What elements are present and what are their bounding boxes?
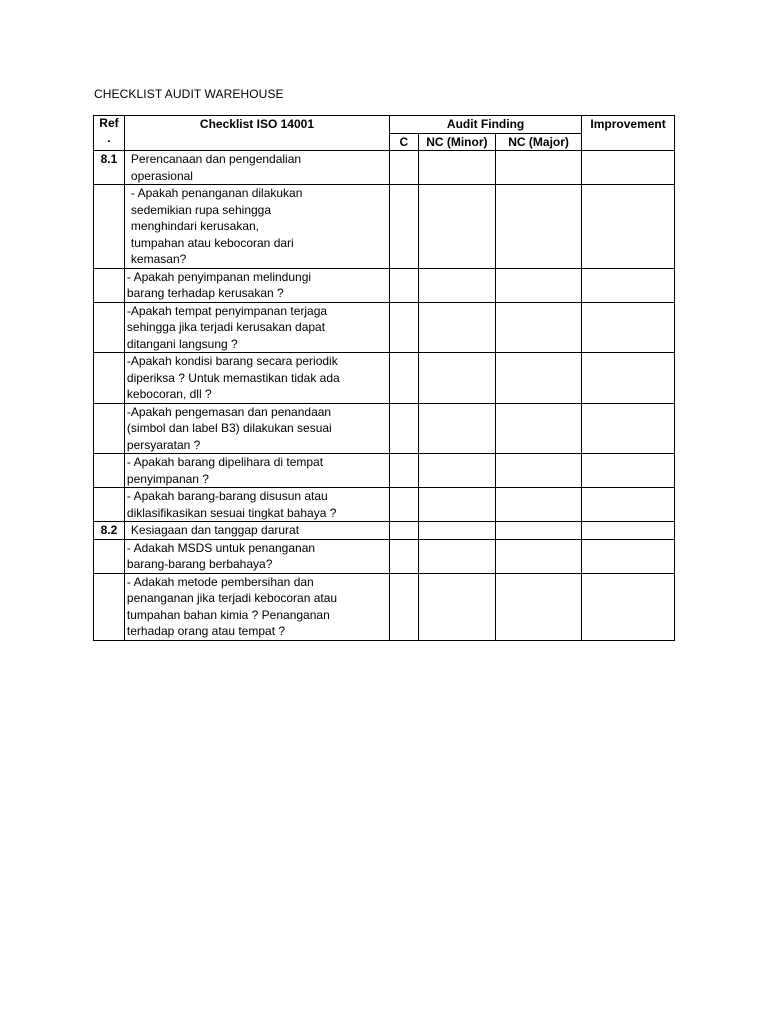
cell-c[interactable] — [390, 539, 419, 573]
cell-c[interactable] — [390, 151, 419, 185]
row-ref: 8.2 — [94, 522, 125, 540]
row-checklist-item: - Adakah MSDS untuk penanganan barang-barang berbahaya? — [124, 539, 389, 573]
document-title: CHECKLIST AUDIT WAREHOUSE — [94, 87, 284, 101]
row-checklist-item: Kesiagaan dan tanggap darurat — [124, 522, 389, 540]
cell-nc-minor[interactable] — [418, 573, 495, 640]
cell-c[interactable] — [390, 302, 419, 353]
cell-nc-minor[interactable] — [418, 522, 495, 540]
row-checklist-item: -Apakah kondisi barang secara periodik diperiksa ? Untuk memastikan tidak ada kebocoran, dll ? — [124, 353, 389, 404]
cell-improvement[interactable] — [582, 522, 675, 540]
cell-nc-minor[interactable] — [418, 185, 495, 269]
cell-c[interactable] — [390, 268, 419, 302]
cell-nc-major[interactable] — [496, 522, 582, 540]
cell-nc-major[interactable] — [496, 185, 582, 269]
cell-nc-minor[interactable] — [418, 151, 495, 185]
cell-nc-minor[interactable] — [418, 403, 495, 454]
table-row — [94, 522, 675, 540]
header-audit-finding: Audit Finding — [390, 116, 582, 134]
table-row — [94, 185, 675, 269]
cell-improvement[interactable] — [582, 403, 675, 454]
cell-c[interactable] — [390, 185, 419, 269]
header-c: C — [390, 133, 419, 151]
header-nc-minor: NC (Minor) — [418, 133, 495, 151]
cell-improvement[interactable] — [582, 302, 675, 353]
cell-improvement[interactable] — [582, 185, 675, 269]
cell-nc-minor[interactable] — [418, 353, 495, 404]
table-row — [94, 268, 675, 302]
cell-c[interactable] — [390, 573, 419, 640]
cell-improvement[interactable] — [582, 488, 675, 522]
row-ref — [94, 185, 125, 269]
cell-nc-minor[interactable] — [418, 454, 495, 488]
cell-nc-minor[interactable] — [418, 488, 495, 522]
cell-nc-major[interactable] — [496, 151, 582, 185]
header-improvement: Improvement — [582, 116, 675, 151]
table-row — [94, 573, 675, 640]
row-ref — [94, 268, 125, 302]
cell-nc-major[interactable] — [496, 403, 582, 454]
row-checklist-item: -Apakah tempat penyimpanan terjaga sehingga jika terjadi kerusakan dapat ditangani langsung ? — [124, 302, 389, 353]
table-row — [94, 403, 675, 454]
row-ref — [94, 488, 125, 522]
row-checklist-item: - Apakah penanganan dilakukan sedemikian rupa sehingga menghindari kerusakan, tumpahan atau kebocoran dari kemasan? — [124, 185, 389, 269]
cell-nc-major[interactable] — [496, 454, 582, 488]
cell-improvement[interactable] — [582, 268, 675, 302]
cell-nc-major[interactable] — [496, 573, 582, 640]
table-row — [94, 302, 675, 353]
table-row — [94, 151, 675, 185]
row-ref: 8.1 — [94, 151, 125, 185]
cell-nc-minor[interactable] — [418, 302, 495, 353]
row-checklist-item: - Apakah penyimpanan melindungi barang terhadap kerusakan ? — [124, 268, 389, 302]
header-checklist: Checklist ISO 14001 — [124, 116, 389, 151]
row-ref — [94, 454, 125, 488]
row-ref — [94, 403, 125, 454]
table-row — [94, 454, 675, 488]
table-row — [94, 353, 675, 404]
cell-nc-minor[interactable] — [418, 268, 495, 302]
audit-checklist-table — [93, 115, 675, 641]
row-checklist-item: - Apakah barang-barang disusun atau diklasifikasikan sesuai tingkat bahaya ? — [124, 488, 389, 522]
cell-c[interactable] — [390, 488, 419, 522]
cell-improvement[interactable] — [582, 454, 675, 488]
cell-nc-major[interactable] — [496, 539, 582, 573]
row-ref — [94, 302, 125, 353]
row-checklist-item: -Apakah pengemasan dan penandaan (simbol dan label B3) dilakukan sesuai persyaratan ? — [124, 403, 389, 454]
row-checklist-item: Perencanaan dan pengendalian operasional — [124, 151, 389, 185]
row-checklist-item: - Adakah metode pembersihan dan penanganan jika terjadi kebocoran atau tumpahan bahan kimia ? Penanganan terhadap orang atau tempat ? — [124, 573, 389, 640]
cell-nc-major[interactable] — [496, 488, 582, 522]
cell-nc-minor[interactable] — [418, 539, 495, 573]
cell-improvement[interactable] — [582, 353, 675, 404]
header-nc-major: NC (Major) — [496, 133, 582, 151]
cell-improvement[interactable] — [582, 539, 675, 573]
table-row — [94, 488, 675, 522]
header-ref: Ref . — [94, 116, 125, 151]
cell-improvement[interactable] — [582, 151, 675, 185]
cell-c[interactable] — [390, 403, 419, 454]
cell-nc-major[interactable] — [496, 302, 582, 353]
cell-c[interactable] — [390, 522, 419, 540]
cell-nc-major[interactable] — [496, 268, 582, 302]
row-ref — [94, 353, 125, 404]
cell-nc-major[interactable] — [496, 353, 582, 404]
cell-c[interactable] — [390, 353, 419, 404]
cell-c[interactable] — [390, 454, 419, 488]
table-header-row — [94, 116, 675, 134]
row-ref — [94, 573, 125, 640]
row-ref — [94, 539, 125, 573]
table-row — [94, 539, 675, 573]
row-checklist-item: - Apakah barang dipelihara di tempat penyimpanan ? — [124, 454, 389, 488]
cell-improvement[interactable] — [582, 573, 675, 640]
